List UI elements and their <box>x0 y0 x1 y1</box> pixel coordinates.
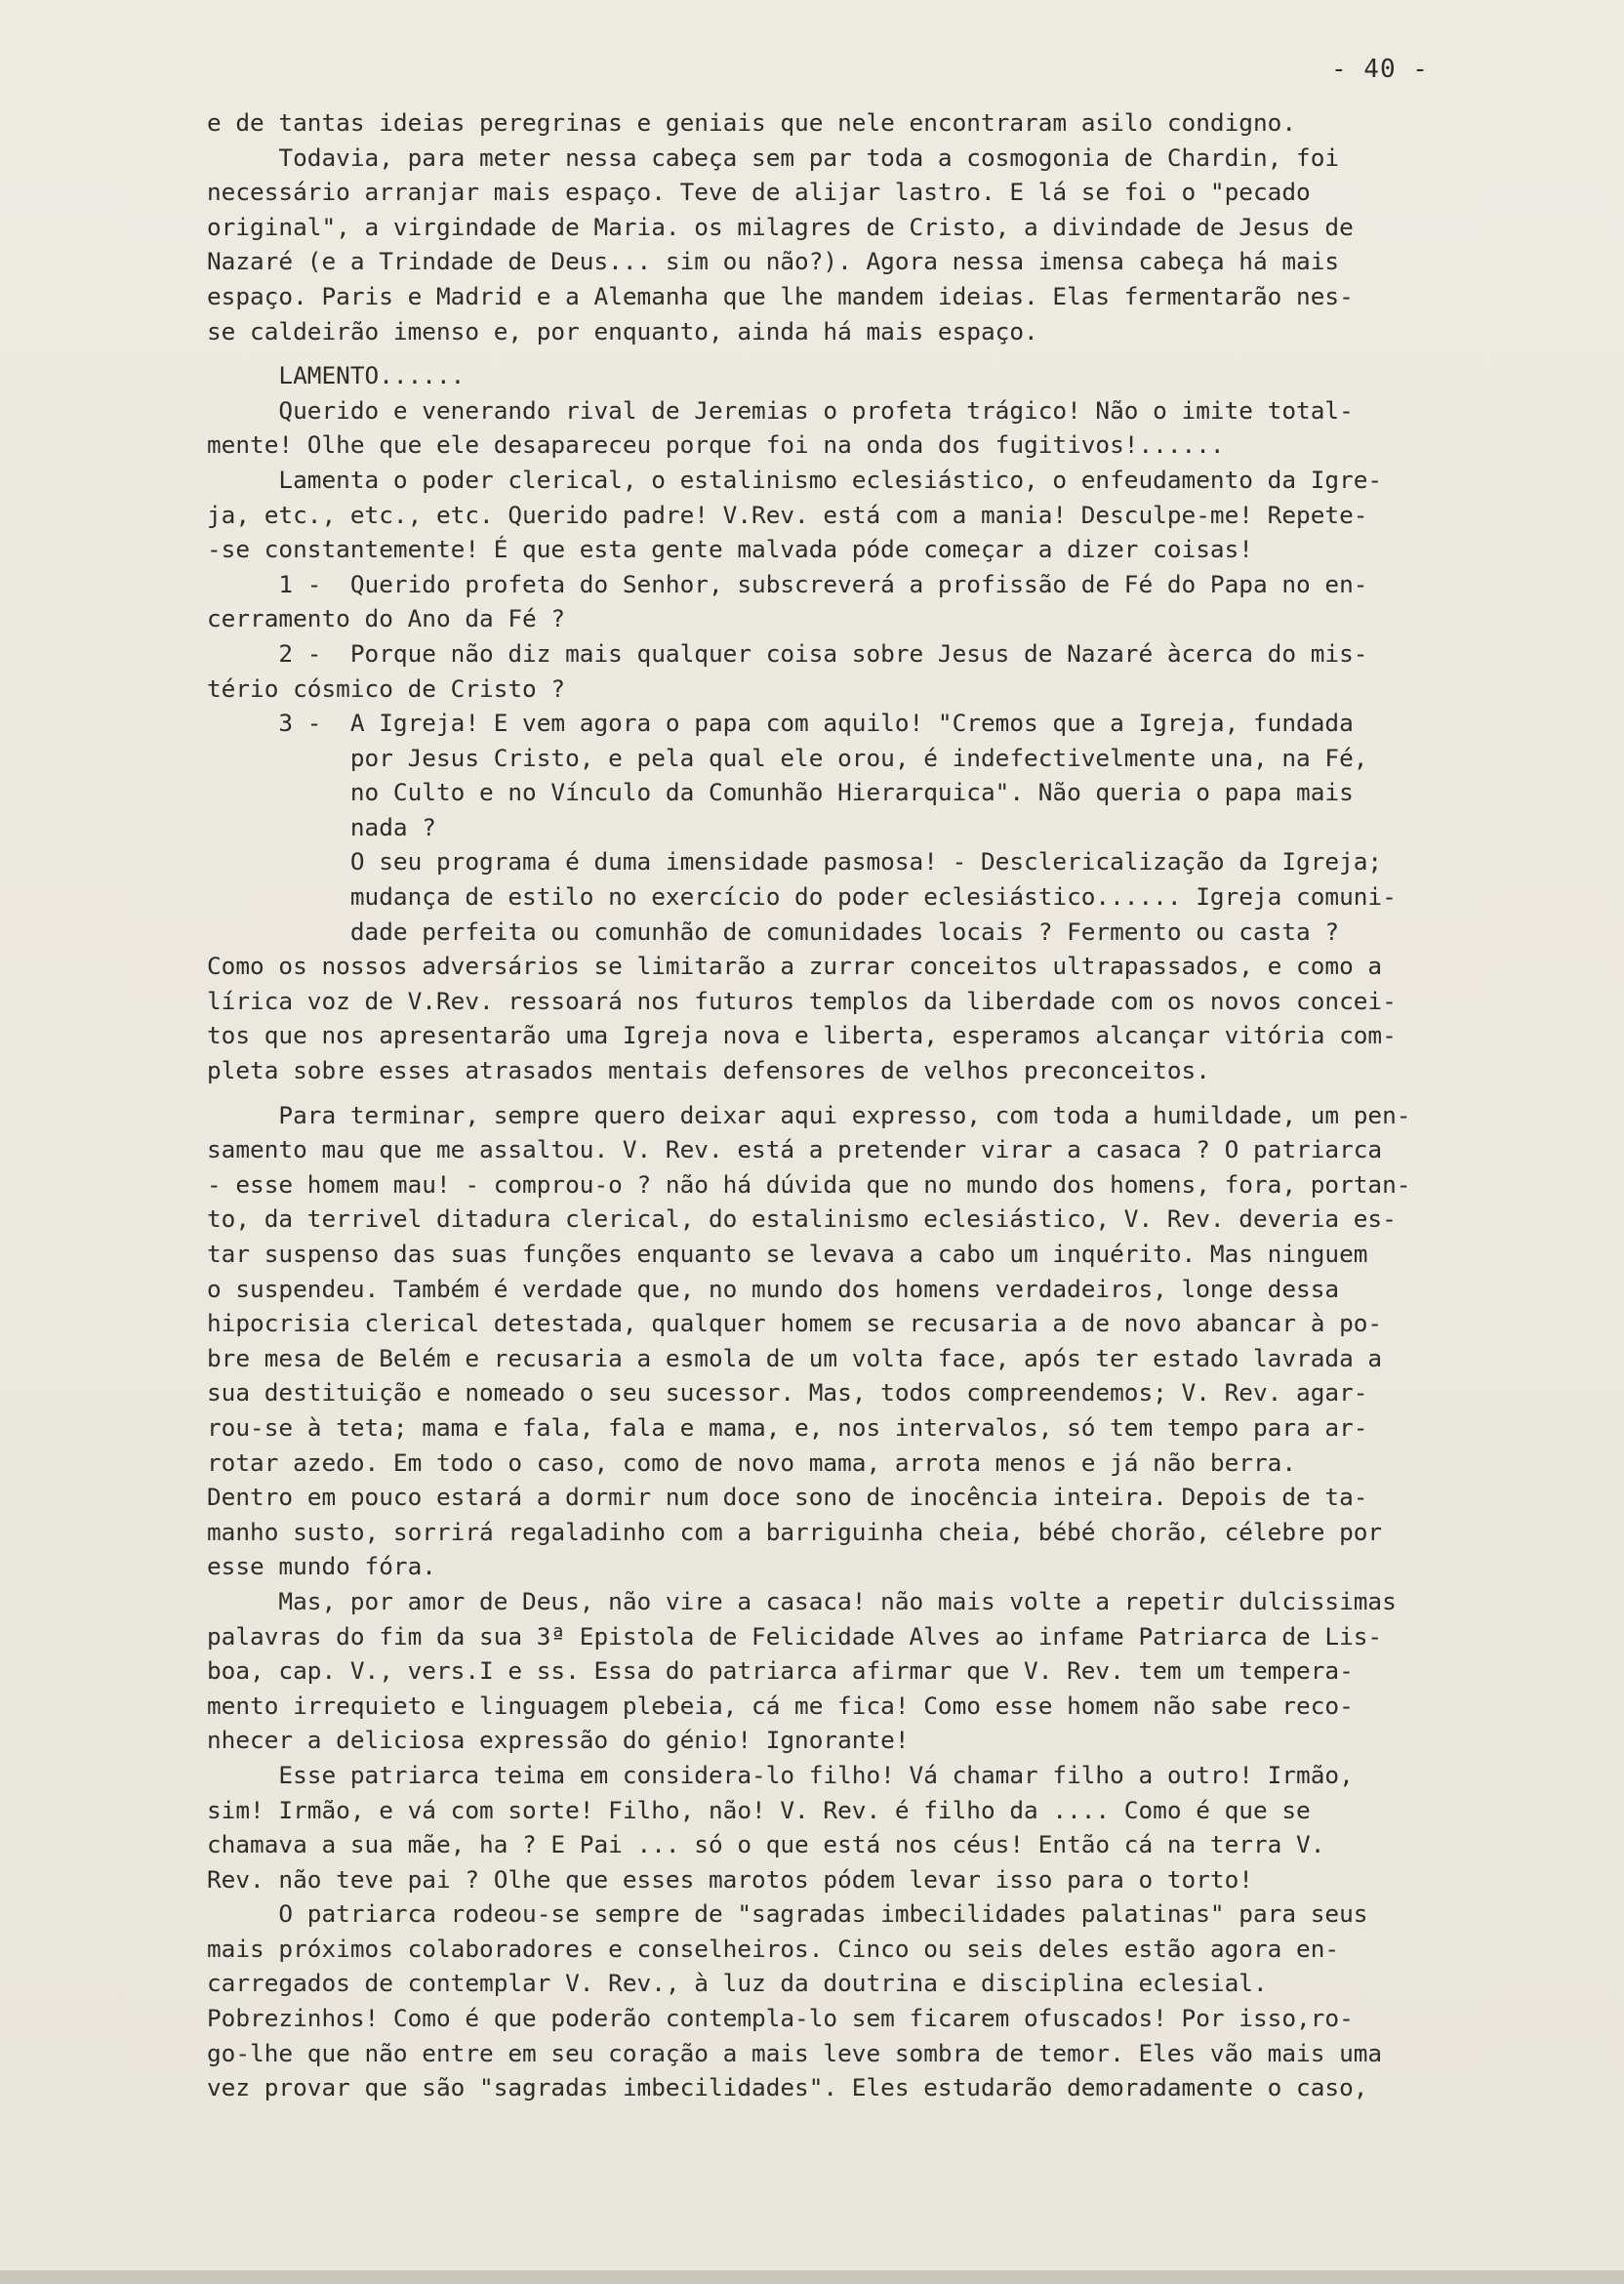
text-line: boa, cap. V., vers.I e ss. Essa do patriarca afirmar que V. Rev. tem um tempera- <box>207 1656 1354 1686</box>
text-line: se caldeirão imenso e, por enquanto, ainda há mais espaço. <box>207 316 1038 346</box>
text-line: Rev. não teve pai ? Olhe que esses marotos pódem levar isso para o torto! <box>207 1864 1253 1894</box>
text-line: manho susto, sorrirá regaladinho com a barriguinha cheia, bébé chorão, célebre por <box>207 1517 1383 1546</box>
text-line: no Culto e no Vínculo da Comunhão Hierarquica". Não queria o papa mais <box>207 778 1354 807</box>
text-line: to, da terrivel ditadura clerical, do estalinismo eclesiástico, V. Rev. deveria es- <box>207 1204 1397 1234</box>
text-line: sim! Irmão, e vá com sorte! Filho, não! V. Rev. é filho da .... Como é que se <box>207 1795 1311 1824</box>
text-line: rou-se à teta; mama e fala, fala e mama, e, nos intervalos, só tem tempo para ar- <box>207 1412 1368 1442</box>
text-line: ja, etc., etc., etc. Querido padre! V.Rev. está com a mania! Desculpe-me! Repete- <box>207 500 1368 529</box>
text-line: go-lhe que não entre em seu coração a mais leve sombra de temor. Eles vão mais uma <box>207 2038 1383 2067</box>
page-bottom-edge <box>0 2270 1624 2284</box>
text-line: nada ? <box>207 812 436 841</box>
paragraph-gap <box>207 348 1505 358</box>
text-line: Esse patriarca teima em considera-lo filho! Vá chamar filho a outro! Irmão, <box>207 1760 1354 1789</box>
text-line: mais próximos colaboradores e conselheiros. Cinco ou seis deles estão agora en- <box>207 1934 1340 1963</box>
text-line: mudança de estilo no exercício do poder eclesiástico...... Igreja comuni- <box>207 882 1397 912</box>
text-line: 2 - Porque não diz mais qualquer coisa sobre Jesus de Nazaré àcerca do mis- <box>207 638 1368 668</box>
text-line: bre mesa de Belém e recusaria a esmola de um volta face, após ter estado lavrada a <box>207 1343 1383 1372</box>
text-line: lírica voz de V.Rev. ressoará nos futuros templos da liberdade com os novos concei- <box>207 986 1397 1015</box>
text-line: O seu programa é duma imensidade pasmosa! - Desclericalização da Igreja; <box>207 847 1383 877</box>
text-line: o suspendeu. Também é verdade que, no mundo dos homens verdadeiros, longe dessa <box>207 1274 1340 1303</box>
text-line: mento irrequieto e linguagem plebeia, cá me fica! Como esse homem não sabe reco- <box>207 1691 1354 1720</box>
text-line: espaço. Paris e Madrid e a Alemanha que lhe mandem ideias. Elas fermentarão nes- <box>207 281 1354 310</box>
text-line: pleta sobre esses atrasados mentais defensores de velhos preconceitos. <box>207 1056 1210 1085</box>
text-line: LAMENTO...... <box>207 361 466 390</box>
text-line: mente! Olhe que ele desapareceu porque foi na onda dos fugitivos!...... <box>207 430 1225 460</box>
text-line: rotar azedo. Em todo o caso, como de novo mama, arrota menos e já não berra. <box>207 1448 1297 1477</box>
text-line: tério cósmico de Cristo ? <box>207 673 566 703</box>
text-line: Todavia, para meter nessa cabeça sem par toda a cosmogonia de Chardin, foi <box>207 143 1340 172</box>
text-line: O patriarca rodeou-se sempre de "sagradas imbecilidades palatinas" para seus <box>207 1899 1368 1929</box>
typewritten-text-body <box>207 105 1505 2105</box>
text-line: original", a virgindade de Maria. os milagres de Cristo, a divindade de Jesus de <box>207 212 1354 241</box>
text-line: Pobrezinhos! Como é que poderão contempla-lo sem ficarem ofuscados! Por isso,ro- <box>207 2004 1354 2033</box>
text-line: Dentro em pouco estará a dormir num doce sono de inocência inteira. Depois de ta- <box>207 1483 1368 1512</box>
text-line: 3 - A Igreja! E vem agora o papa com aquilo! "Cremos que a Igreja, fundada <box>207 709 1354 738</box>
text-line: nhecer a deliciosa expressão do génio! Ignorante! <box>207 1726 910 1755</box>
text-line: - esse homem mau! - comprou-o ? não há dúvida que no mundo dos homens, fora, portan- <box>207 1169 1411 1199</box>
text-line: chamava a sua mãe, ha ? E Pai ... só o que está nos céus! Então cá na terra V. <box>207 1830 1325 1859</box>
text-line: Querido e venerando rival de Jeremias o profeta trágico! Não o imite total- <box>207 395 1354 425</box>
text-line: dade perfeita ou comunhão de comunidades locais ? Fermento ou casta ? <box>207 917 1340 946</box>
text-line: Mas, por amor de Deus, não vire a casaca! não mais volte a repetir dulcissimas <box>207 1586 1397 1615</box>
text-line: samento mau que me assaltou. V. Rev. está a pretender virar a casaca ? O patriarca <box>207 1135 1383 1164</box>
text-line: 1 - Querido profeta do Senhor, subscreverá a profissão de Fé do Papa no en- <box>207 569 1368 598</box>
text-line: Para terminar, sempre quero deixar aqui expresso, com toda a humildade, um pen- <box>207 1100 1411 1129</box>
text-line: hipocrisia clerical detestada, qualquer homem se recusaria a de novo abancar à po- <box>207 1309 1383 1338</box>
text-line: Lamenta o poder clerical, o estalinismo eclesiástico, o enfeudamento da Igre- <box>207 465 1383 494</box>
text-line: tos que nos apresentarão uma Igreja nova e liberta, esperamos alcançar vitória com- <box>207 1021 1397 1050</box>
text-line: Nazaré (e a Trindade de Deus... sim ou não?). Agora nessa imensa cabeça há mais <box>207 247 1340 276</box>
text-line: carregados de contemplar V. Rev., à luz da doutrina e disciplina eclesial. <box>207 1969 1268 1998</box>
text-line: vez provar que são "sagradas imbecilidades". Eles estudarão demoradamente o caso, <box>207 2073 1368 2102</box>
text-line: por Jesus Cristo, e pela qual ele orou, é indefectivelmente una, na Fé, <box>207 743 1368 772</box>
paragraph-gap <box>207 1088 1505 1098</box>
text-line: cerramento do Ano da Fé ? <box>207 604 566 633</box>
text-line: e de tantas ideias peregrinas e geniais que nele encontraram asilo condigno. <box>207 108 1297 137</box>
page-number: - 40 - <box>1331 55 1429 84</box>
text-line: -se constantemente! É que esta gente malvada póde começar a dizer coisas! <box>207 535 1253 564</box>
text-line: necessário arranjar mais espaço. Teve de alijar lastro. E lá se foi o "pecado <box>207 178 1311 207</box>
text-line: esse mundo fóra. <box>207 1552 436 1581</box>
text-line: palavras do fim da sua 3ª Epistola de Felicidade Alves ao infame Patriarca de Lis- <box>207 1621 1383 1651</box>
text-line: sua destituição e nomeado o seu sucessor. Mas, todos compreendemos; V. Rev. agar- <box>207 1378 1368 1407</box>
text-line: tar suspenso das suas funções enquanto se levava a cabo um inquérito. Mas ninguem <box>207 1240 1368 1268</box>
text-line: Como os nossos adversários se limitarão a zurrar conceitos ultrapassados, e como a <box>207 952 1383 981</box>
